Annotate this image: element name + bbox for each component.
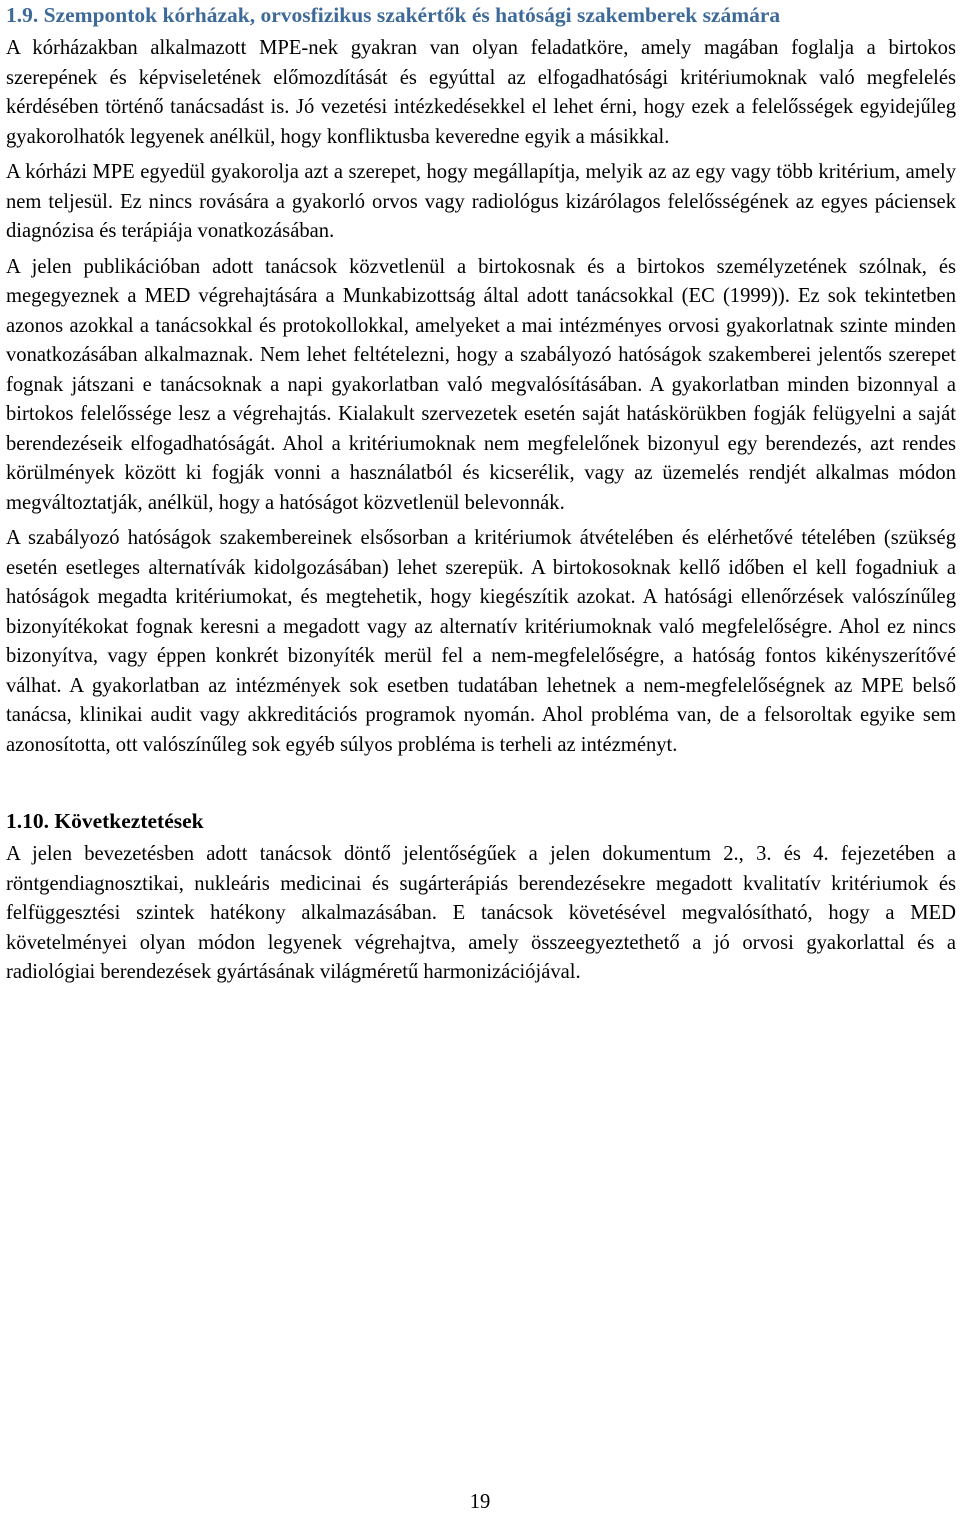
paragraph-1-9-4: A szabályozó hatóságok szakembereinek elsősorban a kritériumok átvételében és elérhetővé tételében (szükség esetén esetleges alternatívák kidolgozásában) lehet szerepük. A birtokosoknak kellő időben el kell fogadniuk a hatóságok megadta kritériumokat, és megtehetik, hogy kiegészítik azokat. A hatósági ellenőrzések valószínűleg bizonyítékokat fognak keresni a megadott vagy az alternatív kritériumoknak való megfelelőségre. Ahol ez nincs bizonyítva, vagy éppen konkrét bizonyíték merül fel a nem-megfelelőségre, a hatóság fontos kikényszerítővé válhat. A gyakorlatban az intézmények sok esetben tudatában lehetnek a nem-megfelelőségnek az MPE belső tanácsa, klinikai audit vagy akkreditációs programok nyomán. Ahol probléma van, de a felsoroltak egyike sem azonosította, ott valószínűleg sok egyéb súlyos probléma is terheli az intézményt. (6, 527, 956, 756)
section-heading-1-9: 1.9. Szempontok kórházak, orvosfizikus szakértők és hatósági szakemberek számára (6, 3, 781, 27)
paragraph-1-9-2: A kórházi MPE egyedül gyakorolja azt a szerepet, hogy megállapítja, melyik az az egy vagy több kritérium, amely nem teljesül. Ez nincs rovására a gyakorló orvos vagy radiológus kizárólagos felelősségének az egyes páciensek diagnózisa és terápiája vonatkozásában. (6, 161, 956, 242)
paragraph-1-10-1: A jelen bevezetésben adott tanácsok döntő jelentőségűek a jelen dokumentum 2., 3. és 4. fejezetében a röntgendiagnosztikai, nukleáris medicinai és sugárterápiás berendezésekre megadott kvalitatív kritériumok és felfüggesztési szintek hatékony alkalmazásában. E tanácsok követésével megvalósítható, hogy a MED követelményei olyan módon legyenek végrehajtva, amely összeegyeztethető a jó orvosi gyakorlattal és a radiológiai berendezések gyártásának világméretű harmonizációjával. (6, 843, 956, 983)
page-number: 19 (469, 1491, 491, 1513)
paragraph-1-9-1: A kórházakban alkalmazott MPE-nek gyakran van olyan feladatköre, amely magában foglalja a birtokos szerepének és képviseletének előmozdítását és egyúttal az elfogadhatósági kritériumoknak való megfelelés kérdésében történő tanácsadást is. Jó vezetési intézkedésekkel el lehet érni, hogy ezek a felelősségek egyidejűleg gyakorolhatók legyenek anélkül, hogy konfliktusba keveredne egyik a másikkal. (6, 37, 956, 148)
paragraph-1-9-3: A jelen publikációban adott tanácsok közvetlenül a birtokosnak és a birtokos személyzetének szólnak, és megegyeznek a MED végrehajtására a Munkabizottság által adott tanácsokkal (EC (1999)). Ez sok tekintetben azonos azokkal a tanácsokkal és protokollokkal, amelyeket a mai intézményes orvosi gyakorlatnak szinte minden vonatkozásában alkalmaznak. Nem lehet feltételezni, hogy a szabályozó hatóságok szakemberei jelentős szerepet fognak játszani e tanácsoknak a napi gyakorlatban való megvalósításában. A gyakorlatban minden bizonnyal a birtokos felelőssége lesz a végrehajtás. Kialakult szervezetek esetén saját hatáskörükben fogják felügyelni a saját berendezéseik elfogadhatóságát. Ahol a kritériumoknak nem megfelelőnek bizonyul egy berendezés, azt rendes körülmények között ki fogják vonni a használatból és kicserélik, vagy az üzemelés rendjét alkalmas módon megváltoztatják, anélkül, hogy a hatóságot közvetlenül belevonnák. (6, 255, 956, 514)
section-heading-1-10: 1.10. Következtetések (6, 809, 204, 833)
page-content (6, 2, 956, 994)
